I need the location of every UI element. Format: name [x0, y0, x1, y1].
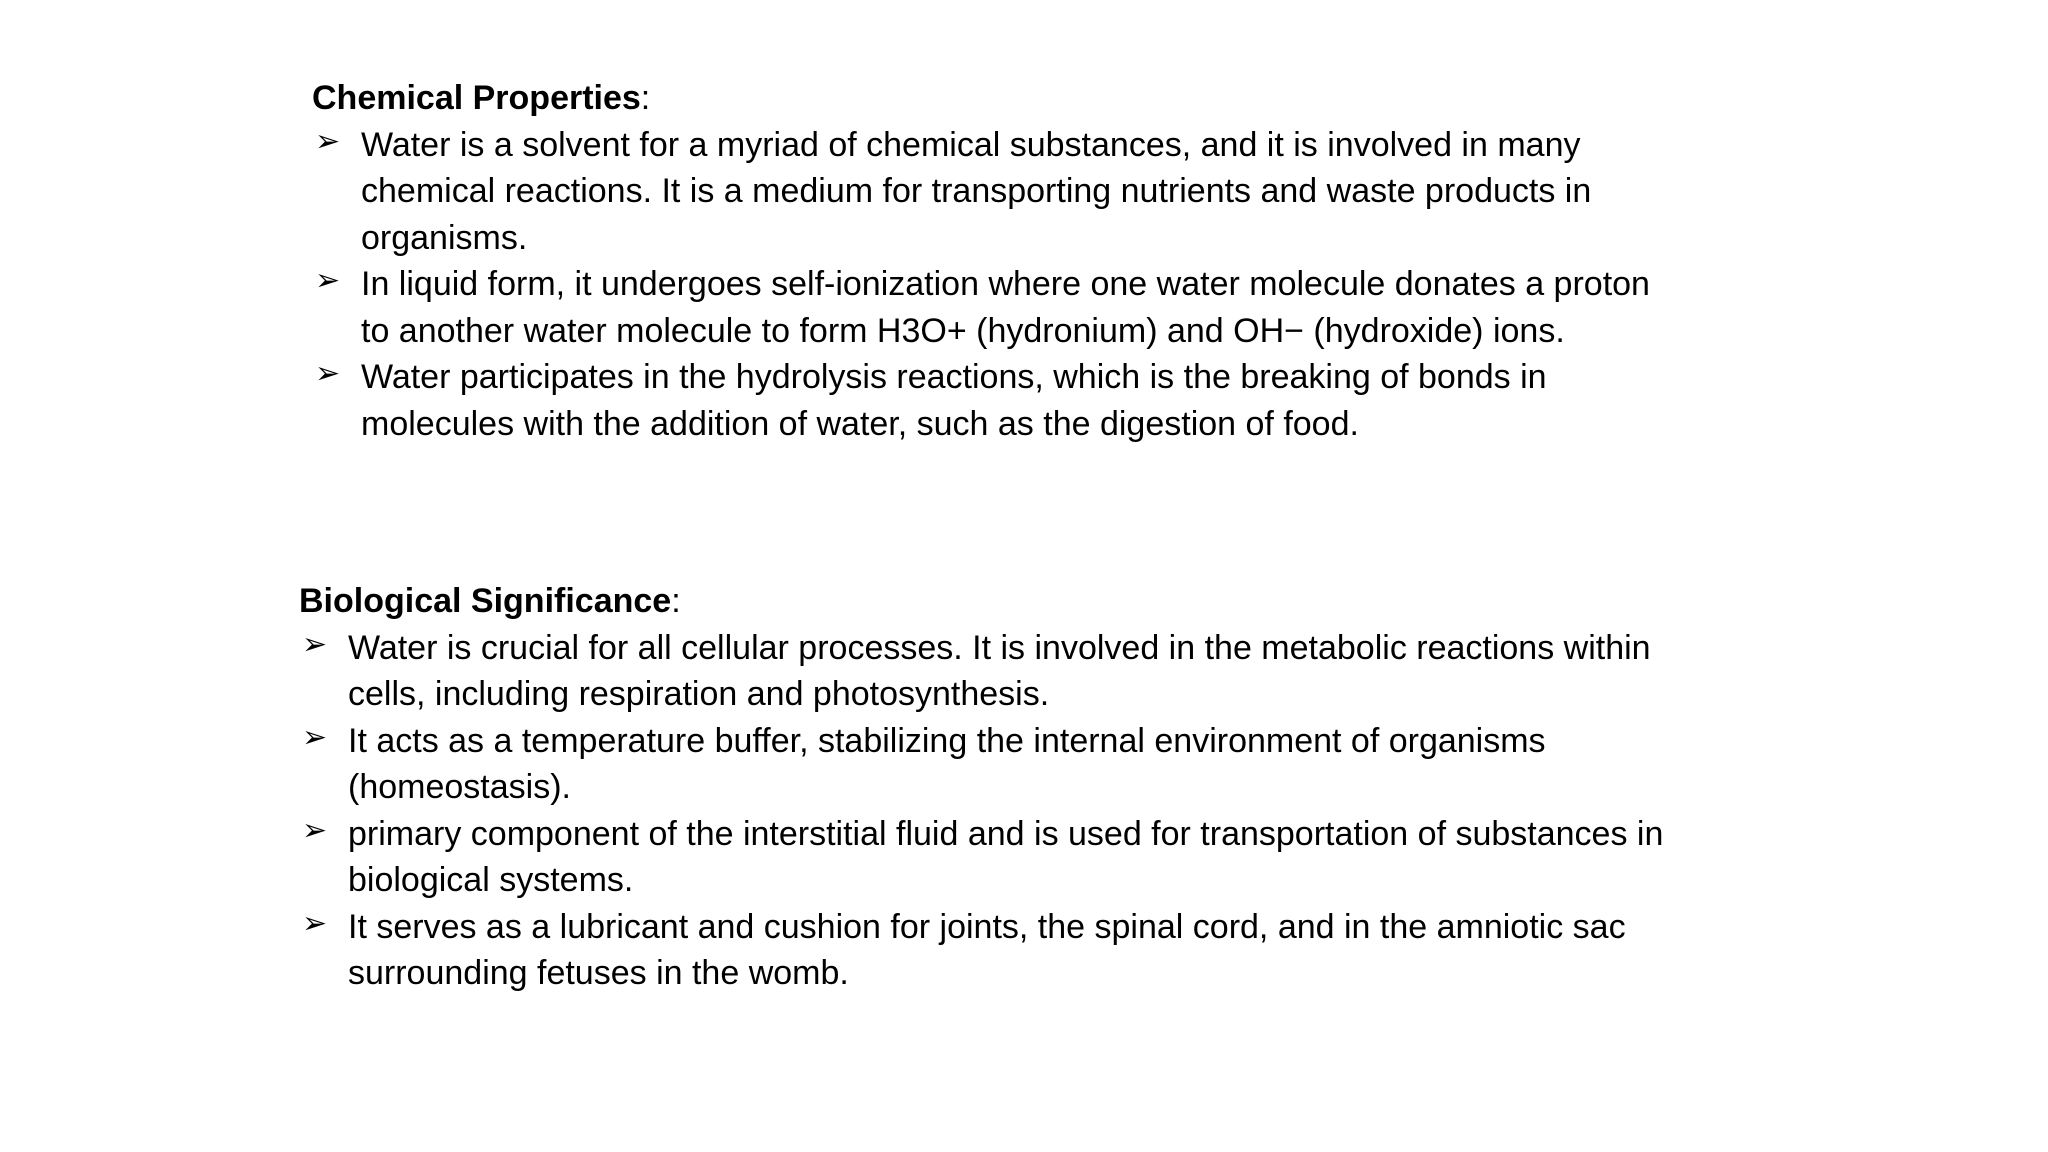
biological-significance-heading [299, 578, 1729, 625]
arrowhead-bullet-icon: ➢ [302, 719, 328, 755]
list-item-text: Water is a solvent for a myriad of chemical substances, and it is involved in many chemical reactions. It is a medium for transporting nutrients and waste products in organisms. [361, 125, 1592, 257]
list-item-text: Water participates in the hydrolysis reactions, which is the breaking of bonds in molecules with the addition of water, such as the digestion of food. [361, 358, 1547, 443]
biological-significance-heading-text: Biological Significance [299, 582, 672, 620]
arrowhead-bullet-icon: ➢ [302, 905, 328, 941]
list-item [299, 904, 1729, 997]
arrowhead-bullet-icon: ➢ [315, 356, 341, 391]
arrowhead-bullet-icon: ➢ [315, 123, 341, 159]
list-item [312, 122, 1652, 262]
list-item [299, 625, 1729, 718]
chemical-properties-list [312, 122, 1652, 448]
list-item-text: Water is crucial for all cellular processes. It is involved in the metabolic reactions within cells, including respiration and photosynthesis. [348, 628, 1651, 713]
biological-significance-list [299, 625, 1729, 997]
biological-significance-section [299, 578, 1729, 997]
chemical-properties-heading [312, 75, 1652, 122]
heading-colon: : [640, 79, 651, 117]
list-item [299, 811, 1729, 904]
list-item-text: primary component of the interstitial fluid and is used for transportation of substances in biological systems. [348, 814, 1664, 899]
heading-colon: : [671, 582, 681, 620]
arrowhead-bullet-icon: ➢ [315, 263, 341, 298]
list-item-text: In liquid form, it undergoes self-ionization where one water molecule donates a proton to another water molecule to form H3O+ (hydronium) and OH− (hydroxide) ions. [361, 265, 1650, 350]
list-item [312, 261, 1652, 354]
arrowhead-bullet-icon: ➢ [302, 812, 328, 848]
list-item-text: It serves as a lubricant and cushion for joints, the spinal cord, and in the amniotic sac surrounding fetuses in the womb. [348, 907, 1626, 992]
chemical-properties-section [312, 75, 1652, 447]
list-item [312, 354, 1652, 447]
list-item-text: It acts as a temperature buffer, stabilizing the internal environment of organisms (homeostasis). [348, 721, 1546, 806]
arrowhead-bullet-icon: ➢ [302, 626, 328, 662]
chemical-properties-heading-text: Chemical Properties [312, 79, 641, 117]
list-item [299, 718, 1729, 811]
